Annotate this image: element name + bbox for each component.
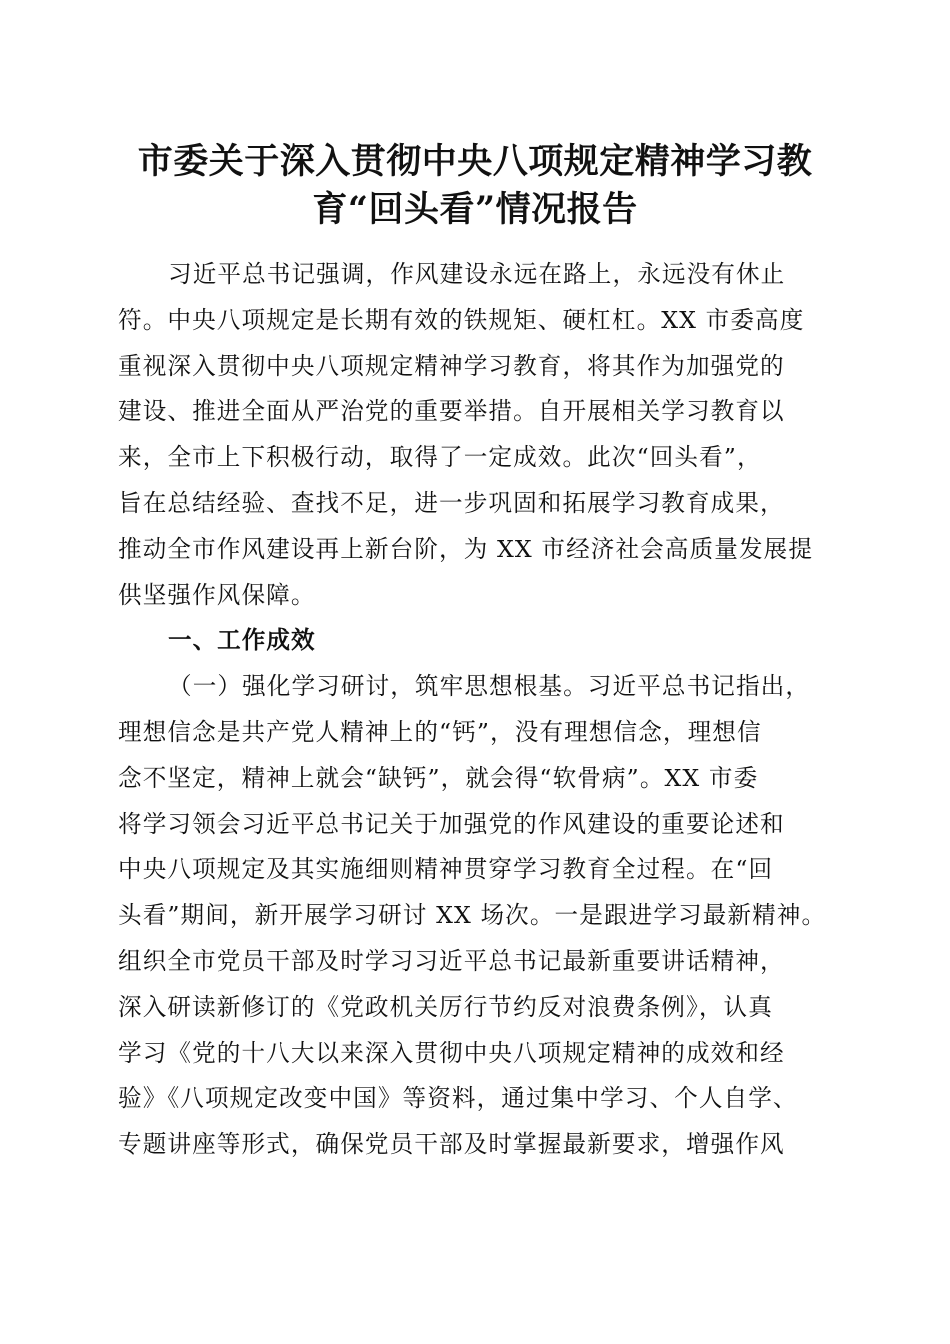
section-line: 组织全市党员干部及时学习习近平总书记最新重要讲话精神， <box>118 946 785 975</box>
section-line: 理想信念是共产党人精神上的“钙”，没有理想信念，理想信 <box>118 717 762 746</box>
document-body <box>118 252 830 1168</box>
section-line: 专题讲座等形式，确保党员干部及时掌握最新要求，增强作风 <box>118 1130 785 1159</box>
intro-line: 符。中央八项规定是长期有效的铁规矩、硬杠杠。XX 市委高度 <box>118 305 805 334</box>
section-line: 学习《党的十八大以来深入贯彻中央八项规定精神的成效和经 <box>118 1038 785 1067</box>
intro-line: 推动全市作风建设再上新台阶，为 XX 市经济社会高质量发展提 <box>118 534 814 563</box>
intro-line: 建设、推进全面从严治党的重要举措。自开展相关学习教育以 <box>118 397 785 426</box>
section-line: 念不坚定，精神上就会“缺钙”，就会得“软骨病”。XX 市委 <box>118 763 759 792</box>
section-line: 验》《八项规定改变中国》等资料，通过集中学习、个人自学、 <box>118 1084 798 1113</box>
intro-line: 重视深入贯彻中央八项规定精神学习教育，将其作为加强党的 <box>118 351 785 380</box>
section-line: （一）强化学习研讨，筑牢思想根基。习近平总书记指出， <box>168 672 811 701</box>
intro-line: 旨在总结经验、查找不足，进一步巩固和拓展学习教育成果， <box>118 488 785 517</box>
section-line: 将学习领会习近平总书记关于加强党的作风建设的重要论述和 <box>118 809 785 838</box>
section-heading: 一、工作成效 <box>168 626 316 655</box>
document-title <box>100 138 850 234</box>
title-line-1: 市委关于深入贯彻中央八项规定精神学习教 <box>137 141 813 182</box>
intro-paragraph <box>118 252 830 618</box>
intro-line: 习近平总书记强调，作风建设永远在路上，永远没有休止 <box>168 260 786 288</box>
section-1-paragraph <box>118 664 830 1168</box>
intro-line: 来，全市上下积极行动，取得了一定成效。此次“回头看”， <box>118 443 762 472</box>
section-line: 头看”期间，新开展学习研讨 XX 场次。一是跟进学习最新精神。 <box>118 901 827 930</box>
section-line: 中央八项规定及其实施细则精神贯穿学习教育全过程。在“回 <box>118 855 774 884</box>
section-line: 深入研读新修订的《党政机关厉行节约反对浪费条例》，认真 <box>118 992 773 1021</box>
title-line-2: 育“回头看”情况报告 <box>312 189 638 230</box>
intro-line: 供坚强作风保障。 <box>118 580 316 609</box>
